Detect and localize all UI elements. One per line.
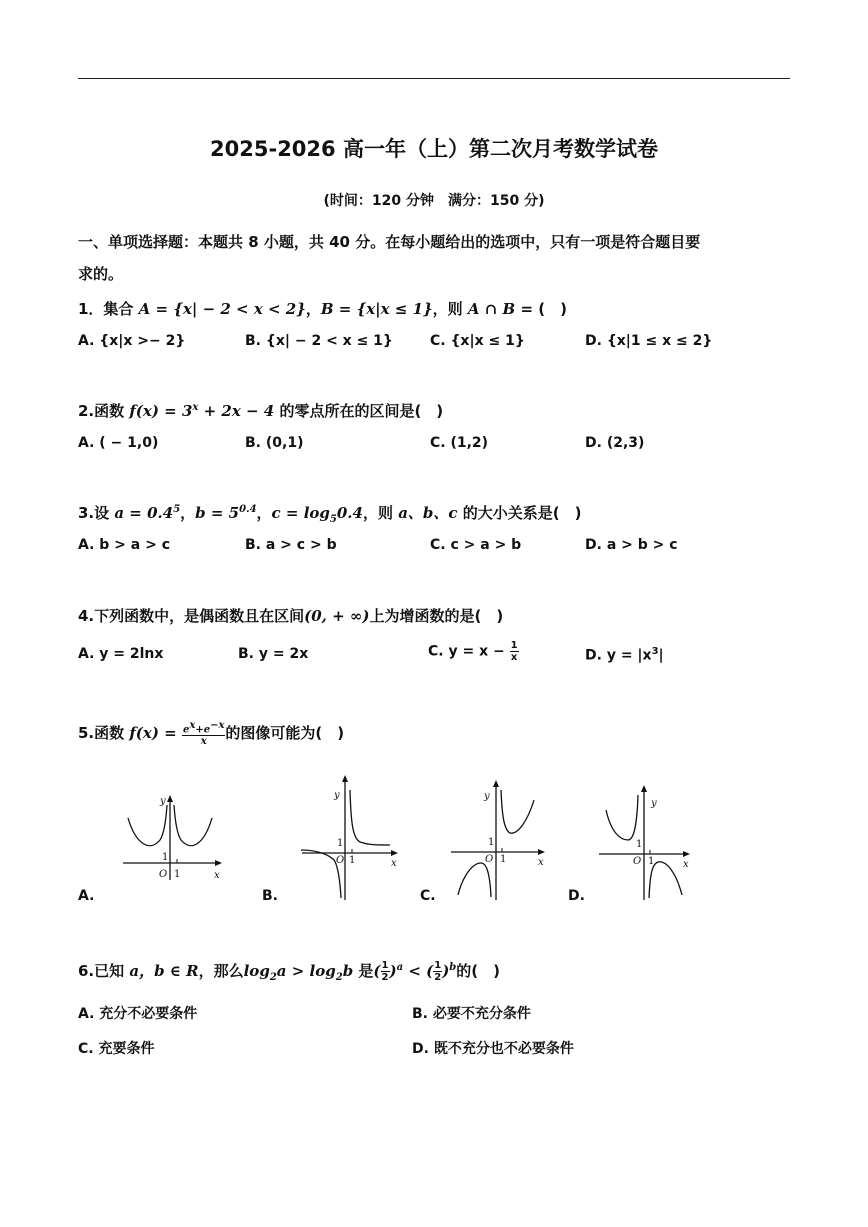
origin-label: O (633, 856, 642, 867)
x-arrow-icon (683, 851, 690, 857)
x-arrow-icon (391, 850, 398, 856)
curve-right (174, 805, 212, 846)
header-rule (78, 78, 790, 79)
x-label: x (214, 870, 220, 881)
section-heading-line2: 求的。 (78, 265, 124, 283)
graph-label-c[interactable]: C. (420, 888, 436, 904)
graph-label-a[interactable]: A. (78, 888, 95, 904)
origin-label: O (485, 854, 494, 865)
q1-option-b[interactable]: B. {x| − 2 < x ≤ 1} (245, 333, 393, 349)
fraction-one-over-x: $\frac{1}{x}$ (510, 640, 518, 663)
tick-label-1: 1 (337, 838, 344, 849)
question-5: 5.函数 f(x) = $\frac{e^x+e^{-x}}{x}$ 的图像可能为( ) (78, 720, 345, 748)
q6-option-a[interactable]: A. 充分不必要条件 (78, 1006, 198, 1022)
q1-option-c[interactable]: C. {x|x ≤ 1} (430, 333, 525, 349)
question-6: 6.已知 a，b ∈ R，那么$\log_2a > \log_2b$ 是( $\frac{1}{2}$ )$^a$ < ( $\frac{1}{2}$ )$^b$的( ) (78, 960, 501, 983)
curve-left (128, 805, 167, 846)
origin-label: O (159, 869, 168, 880)
fraction-half: $\frac{1}{2}$ (434, 960, 442, 983)
tick-label-1: 1 (488, 837, 495, 848)
question-3: 3.设 $a = 0.4^5$，$b = 5^{0.4}$，$c = \log_50.4$，则 a、b、c 的大小关系是( ) (78, 504, 582, 525)
y-label: y (484, 791, 490, 802)
q3-option-b[interactable]: B. a > c > b (245, 537, 337, 553)
y-arrow-icon (493, 780, 499, 787)
tick-label-1: 1 (500, 854, 507, 865)
graph-label-d[interactable]: D. (568, 888, 585, 904)
graph-c[interactable] (448, 775, 553, 905)
question-4: 4.下列函数中，是偶函数且在区间(0, + ∞)上为增函数的是( ) (78, 607, 504, 625)
q4-option-b[interactable]: B. y = 2x (238, 646, 309, 662)
page-title: 2025-2026 高一年（上）第二次月考数学试卷 (210, 137, 658, 161)
q2-option-b[interactable]: B. (0,1) (245, 435, 304, 451)
q1-option-d[interactable]: D. {x|1 ≤ x ≤ 2} (585, 333, 713, 349)
curve-right (350, 790, 390, 845)
q3-option-d[interactable]: D. a > b > c (585, 537, 678, 553)
tick-label-1: 1 (174, 869, 181, 880)
q2-option-a[interactable]: A. ( − 1,0) (78, 435, 159, 451)
x-label: x (391, 858, 397, 869)
q6-option-d[interactable]: D. 既不充分也不必要条件 (412, 1041, 574, 1057)
x-label: x (538, 857, 544, 868)
q2-option-c[interactable]: C. (1,2) (430, 435, 489, 451)
y-arrow-icon (641, 785, 647, 792)
q1-option-a[interactable]: A. {x|x >− 2} (78, 333, 186, 349)
x-arrow-icon (215, 860, 222, 866)
tick-label-1: 1 (162, 852, 169, 863)
y-label: y (651, 798, 657, 809)
fraction-half: $\frac{1}{2}$ (381, 960, 389, 983)
origin-label: O (336, 855, 345, 866)
fraction-function: $\frac{e^x+e^{-x}}{x}$ (182, 720, 225, 748)
graph-a[interactable] (118, 790, 228, 885)
q3-option-a[interactable]: A. b > a > c (78, 537, 171, 553)
question-2: 2.函数 $f(x) = 3^x + 2x - 4$ 的零点所在的区间是( ) (78, 402, 444, 420)
curve-right (649, 862, 682, 898)
y-arrow-icon (342, 775, 348, 782)
graph-d[interactable] (596, 780, 701, 905)
question-1: 1．集合 A = {x| − 2 < x < 2}，B = {x|x ≤ 1}，则 A ∩ B = ( ) (78, 300, 567, 318)
curve-left (301, 850, 341, 898)
q4-option-c[interactable]: C. y = x − $\frac{1}{x}$ (428, 640, 518, 663)
tick-label-1: 1 (349, 855, 356, 866)
q4-option-d[interactable]: D. $y = |x^3|$ (585, 646, 664, 664)
x-arrow-icon (538, 849, 545, 855)
x-label: x (683, 859, 689, 870)
graph-b[interactable] (298, 770, 408, 905)
y-arrow-icon (167, 795, 173, 802)
tick-label-1: 1 (636, 839, 643, 850)
q4-option-a[interactable]: A. y = 2lnx (78, 646, 164, 662)
y-label: y (334, 790, 340, 801)
curve-left (606, 795, 638, 840)
tick-label-1: 1 (648, 856, 655, 867)
curve-right (501, 790, 534, 833)
exam-info: (时间：120 分钟 满分：150 分) (323, 193, 545, 209)
section-heading-line1: 一、单项选择题：本题共 8 小题，共 40 分。在每小题给出的选项中，只有一项是符合题目要 (78, 233, 701, 251)
q6-option-b[interactable]: B. 必要不充分条件 (412, 1006, 531, 1022)
curve-left (458, 863, 491, 897)
q2-option-d[interactable]: D. (2,3) (585, 435, 645, 451)
y-label: y (160, 796, 166, 807)
q6-option-c[interactable]: C. 充要条件 (78, 1041, 155, 1057)
graph-label-b[interactable]: B. (262, 888, 278, 904)
q3-option-c[interactable]: C. c > a > b (430, 537, 522, 553)
